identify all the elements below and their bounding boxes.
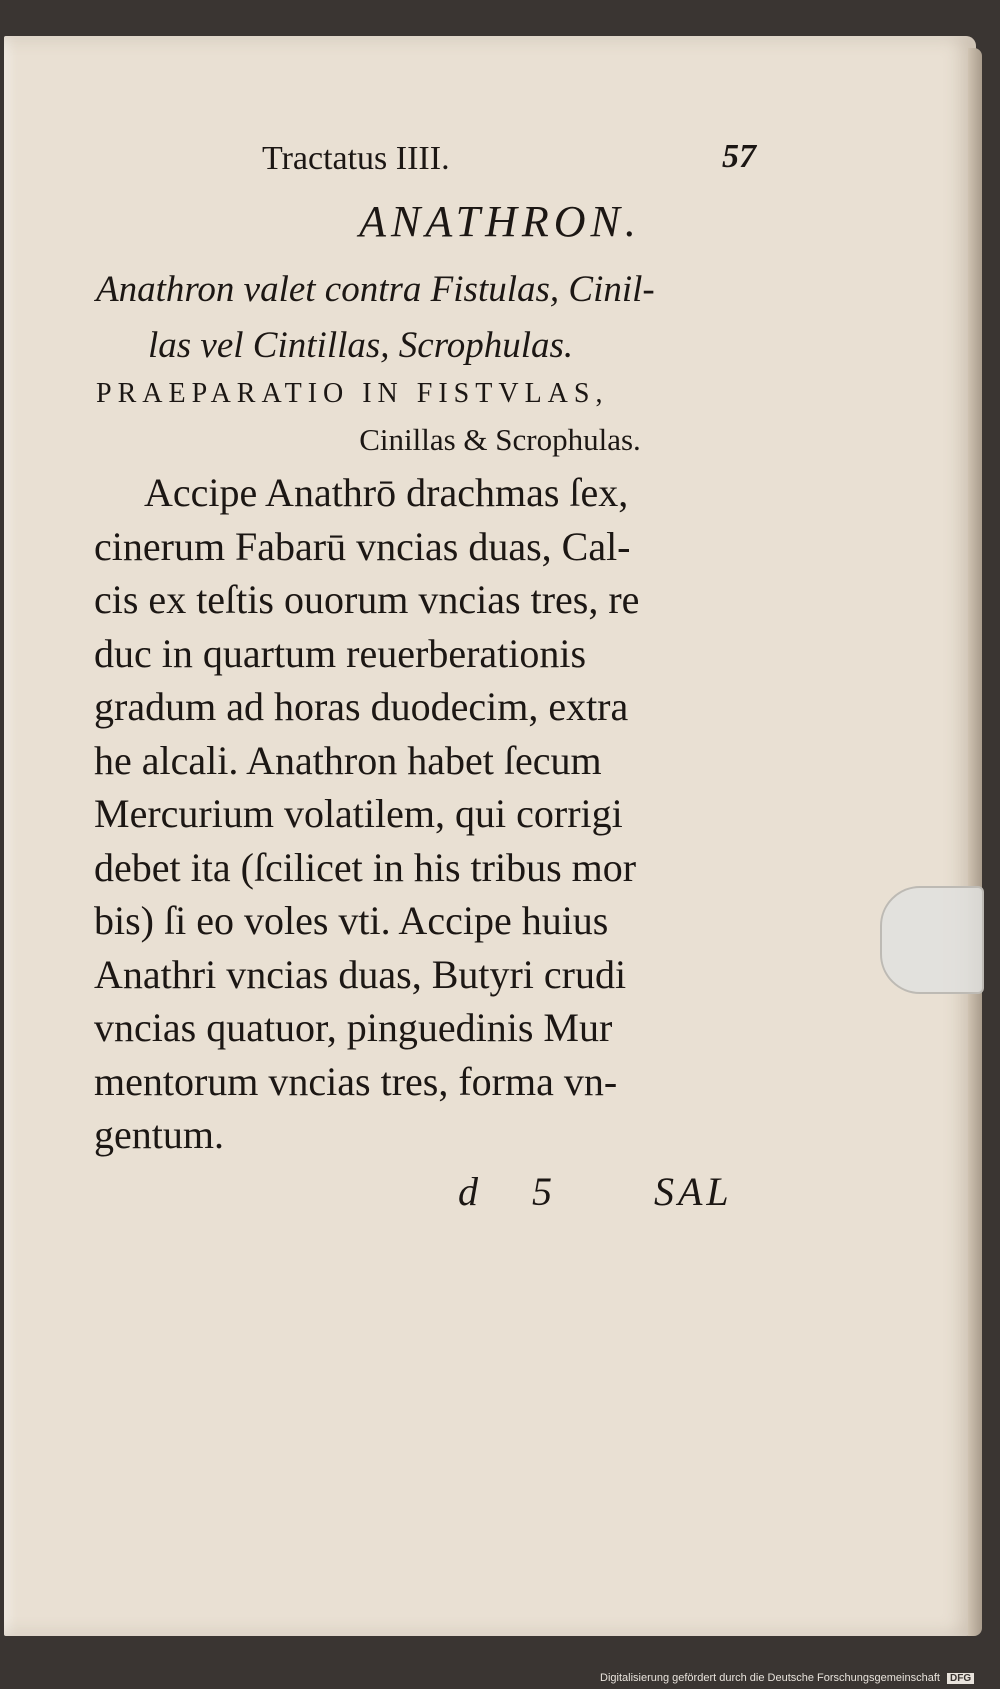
preparation-heading: PRAEPARATIO IN FISTVLAS, <box>96 378 609 409</box>
subtitle-line-2: las vel Cintillas, Scrophulas. <box>148 325 574 366</box>
body-line: bis) ſi eo voles vti. Accipe huius <box>94 898 609 943</box>
chapter-title: ANATHRON. <box>359 197 641 246</box>
body-line: gentum. <box>94 1112 224 1157</box>
subtitle-line-1: Anathron valet contra Fistulas, Cinil- <box>96 269 655 310</box>
signature-line <box>0 1168 1000 1218</box>
body-line: cinerum Fabarū vncias duas, Cal- <box>94 523 631 569</box>
page-edge <box>968 48 982 1636</box>
page-tab-marker <box>880 886 984 994</box>
signature-number: 5 <box>532 1169 552 1214</box>
signature-mark: d <box>458 1169 478 1214</box>
body-line: Mercurium volatilem, qui corrigi <box>94 791 623 836</box>
body-line: he alcali. Anathron habet ſecum <box>94 737 602 783</box>
subtitle <box>96 262 756 374</box>
credit-text: Digitalisierung gefördert durch die Deutsche Forschungsgemeinschaft <box>600 1672 940 1684</box>
body-line: Anathri vncias duas, Butyri crudi <box>94 951 627 997</box>
body-line: debet ita (ſcilicet in his tribus mor <box>94 844 637 890</box>
body-line: duc in quartum reuerberationis <box>94 630 587 676</box>
body-line: vncias quatuor, pinguedinis Mur <box>94 1005 613 1050</box>
page-header <box>0 140 1000 190</box>
body-line: cis ex teſtis ouorum vncias tres, re <box>94 577 640 622</box>
running-title: Tractatus IIII. <box>262 140 450 177</box>
dfg-logo: DFG <box>947 1673 974 1684</box>
body-text <box>94 466 764 1162</box>
catchword: SAL <box>654 1169 733 1214</box>
body-line: Accipe Anathrō drachmas ſex, <box>144 470 629 515</box>
preparation-subheading: Cinillas & Scrophulas. <box>359 422 641 457</box>
page-number: 57 <box>722 138 756 175</box>
body-line: mentorum vncias tres, forma vn- <box>94 1058 618 1104</box>
body-line: gradum ad horas duodecim, extra <box>94 684 629 729</box>
digitization-credit <box>600 1672 974 1684</box>
